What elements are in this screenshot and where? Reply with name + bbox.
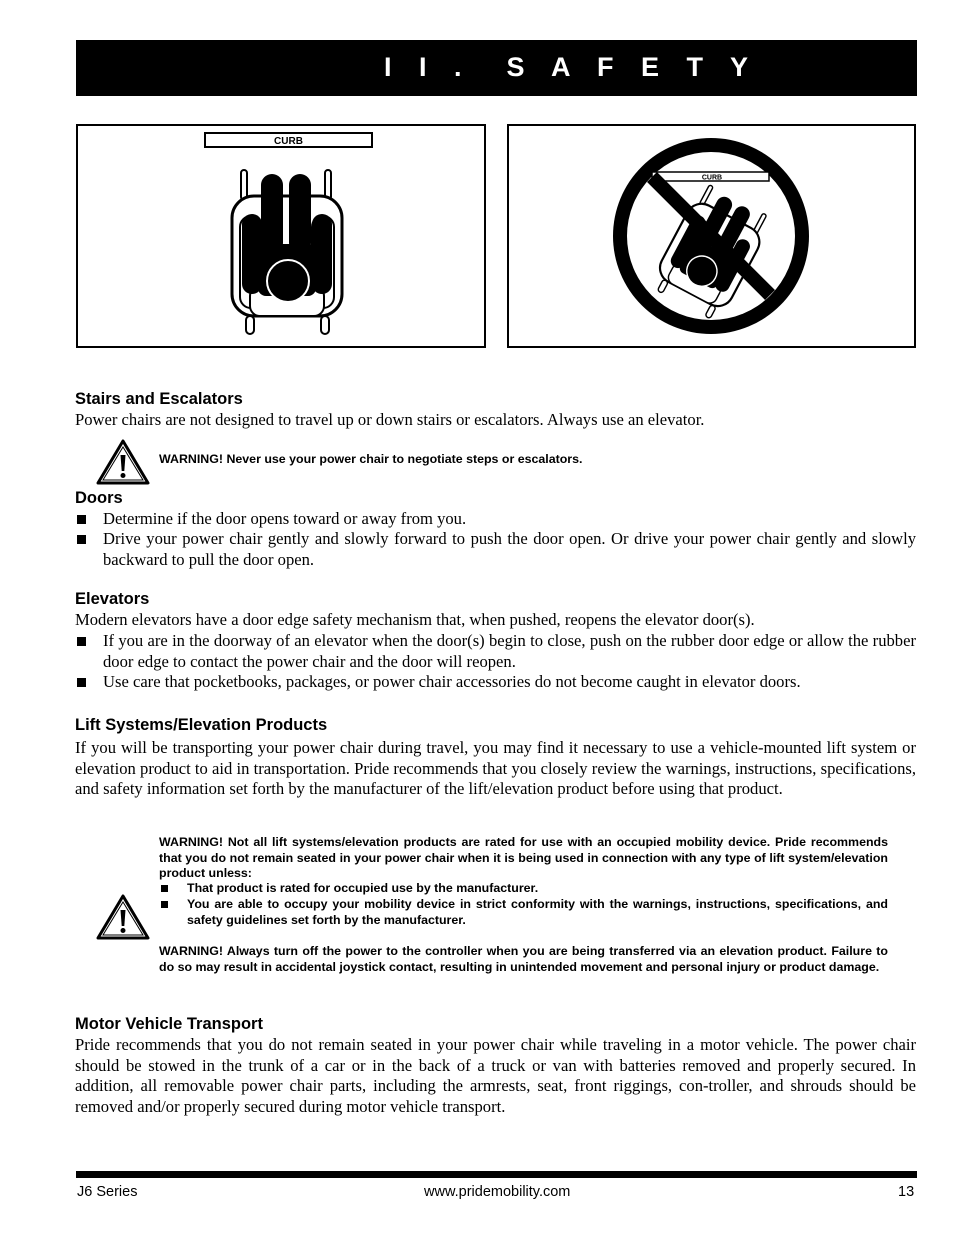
lift-warning-occupied: WARNING! Not all lift systems/elevation products are rated for use with an occupied mobility device. Pride recommends that you do not remain seated in your power chair when it is being used in connection with any type of lift system/elevation product unless: <box>159 835 888 881</box>
heading-motor-vehicle: Motor Vehicle Transport <box>75 1015 263 1033</box>
list-item: That product is rated for occupied use by the manufacturer. <box>159 881 888 897</box>
motor-vehicle-text: Pride recommends that you do not remain seated in your power chair while traveling in a motor vehicle. The power chair should be stowed in the trunk of a car or in the back of a truck or van with batteries removed and properly secured. In addition, all removable power chair parts, including the armrests, seat, front riggings, con-troller, and shrouds should be removed and/or properly secured during motor vehicle transport. <box>75 1035 916 1116</box>
elevators-text: Modern elevators have a door edge safety mechanism that, when pushed, reopens the elevator door(s). <box>75 610 755 629</box>
stairs-warning: WARNING! Never use your power chair to negotiate steps or escalators. <box>159 452 583 466</box>
footer-rule <box>76 1171 917 1178</box>
chair-angled-prohibited-illustration <box>509 126 914 346</box>
bullet-square-icon <box>77 637 86 646</box>
page-number: 13 <box>898 1184 915 1200</box>
warning-triangle-icon <box>95 893 151 941</box>
bullet-square-icon <box>77 678 86 687</box>
curb-label: CURB <box>274 136 303 147</box>
bullet-square-icon <box>77 515 86 524</box>
list-item: Drive your power chair gently and slowly forward to push the door open. Or drive your power chair gently and slowly backward to pull the door open. <box>75 529 916 570</box>
lift-text: If you will be transporting your power chair during travel, you may find it necessary to use a vehicle-mounted lift system or elevation product to aid in transportation. Pride recommends that you closely review the warnings, instructions, specifications, and safety information set forth by the manufacturer of the lift/elevation product before using that product. <box>75 738 916 798</box>
footer-series: J6 Series <box>77 1184 138 1200</box>
bullet-square-icon <box>77 535 86 544</box>
list-item: If you are in the doorway of an elevator when the door(s) begin to close, push on the rubber door edge or allow the rubber door edge to contact the power chair and the door will reopen. <box>75 631 916 672</box>
list-item: Use care that pocketbooks, packages, or power chair accessories do not become caught in elevator doors. <box>75 672 916 693</box>
heading-doors: Doors <box>75 489 123 507</box>
lift-warning-power-off: WARNING! Always turn off the power to the controller when you are being transferred via an elevation product. Failure to do so may result in accidental joystick contact, resulting in unintended movement and personal injury or product damage. <box>159 944 888 974</box>
figure-incorrect-approach <box>507 124 916 348</box>
heading-elevators: Elevators <box>75 590 150 608</box>
chair-facing-curb-illustration <box>78 126 484 346</box>
bullet-square-icon <box>161 885 168 892</box>
heading-lift-systems: Lift Systems/Elevation Products <box>75 716 328 734</box>
list-item: Determine if the door opens toward or away from you. <box>75 509 916 530</box>
heading-stairs: Stairs and Escalators <box>75 390 243 408</box>
list-item: You are able to occupy your mobility device in strict conformity with the warnings, instructions, specifications, and safety guidelines set forth by the manufacturer. <box>159 897 888 928</box>
section-header-bar <box>76 40 917 96</box>
curb-label: CURB <box>701 174 723 182</box>
footer-website: www.pridemobility.com <box>424 1184 571 1200</box>
figure-correct-approach <box>76 124 486 348</box>
section-title: I I . S A F E T Y <box>384 52 759 82</box>
warning-triangle-icon <box>95 438 151 486</box>
stairs-text: Power chairs are not designed to travel up or down stairs or escalators. Always use an elevator. <box>75 410 705 429</box>
bullet-square-icon <box>161 901 168 908</box>
